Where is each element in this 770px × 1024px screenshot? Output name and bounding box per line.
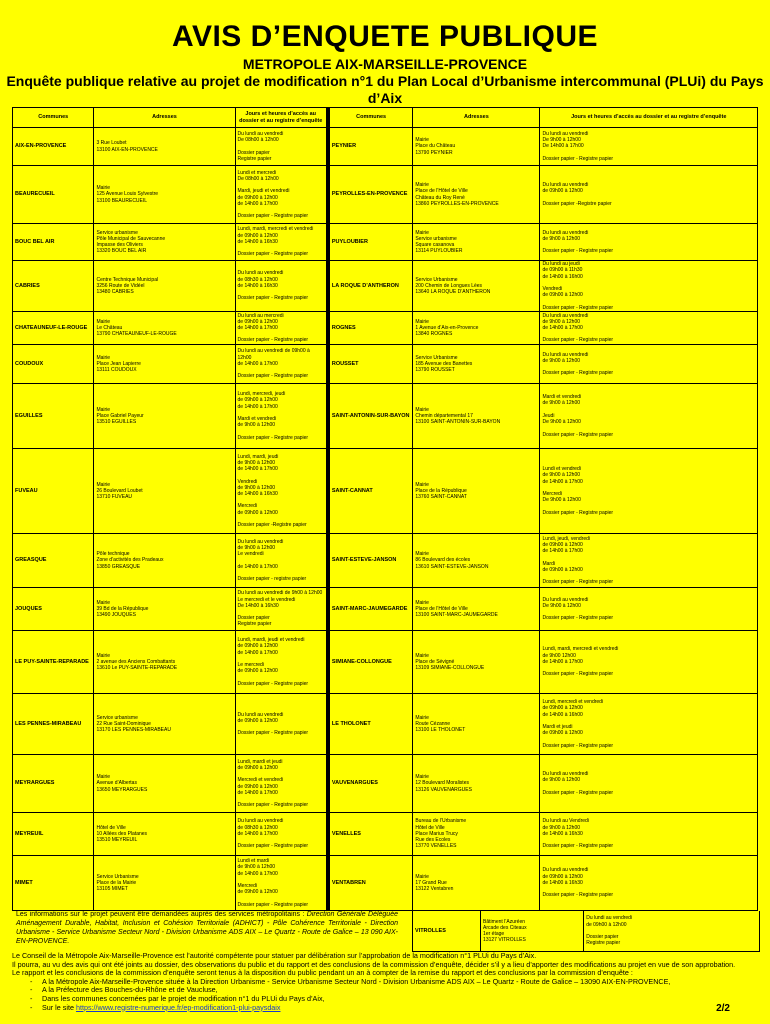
commune-cell	[330, 755, 413, 812]
hours-cell	[236, 128, 327, 165]
address-cell	[94, 755, 235, 812]
page-title: AVIS D’ENQUETE PUBLIQUE	[172, 20, 598, 53]
commune-cell-text: LE THOLONET	[331, 720, 371, 727]
address-cell	[413, 694, 540, 754]
commune-cell-text: ROGNES	[331, 324, 356, 331]
commune-cell-text: LES PENNES-MIRABEAU	[15, 720, 82, 727]
address-cell-text: Mairie 26 Boulevard Loubet 13710 FUVEAU	[96, 481, 143, 501]
commune-cell	[13, 166, 94, 223]
hours-cell-text: Du lundi au vendredi de 09h00 à 12h00 de 14h00 à 16h30 Dossier papier - Registre papier	[542, 867, 614, 899]
hours-cell	[236, 813, 327, 855]
commune-cell	[413, 911, 481, 951]
hours-cell	[236, 631, 327, 693]
address-cell	[94, 128, 235, 165]
hours-cell-text: Lundi, mardi, jeudi et vendredi de 09h00 à 12h00 de 14h00 à 17h00 Le mercredi de 09h00 à 12h00 Dossier papier - Registre papier	[237, 637, 309, 687]
hours-cell	[540, 755, 757, 812]
address-cell-text: Mairie Place Jean Lapierre 13111 COUDOUX	[96, 354, 141, 374]
commune-cell	[13, 128, 94, 165]
conseil-section	[12, 952, 764, 1012]
hours-cell-text: Du lundi au vendredi De 9h00 à 12h00 Dossier papier - Registre papier	[542, 596, 614, 622]
header-communes-left: Communes	[13, 108, 94, 127]
hours-cell-text: Du lundi au mercredi de 09h00 à 12h00 de 14h00 à 17h00 Dossier papier - Registre papier	[237, 312, 309, 344]
commune-cell	[13, 261, 94, 311]
commune-cell-text: VENELLES	[331, 830, 361, 837]
hours-cell-text: Du lundi au vendredi de 9h00 à 12h00 Dossier papier - Registre papier	[542, 351, 614, 377]
hours-cell-text: Lundi, mercredi, jeudi de 09h00 à 12h00 de 14h00 à 17h00 Mardi et vendredi de 9h00 à 12h00 Dossier papier - Registre papier	[237, 391, 309, 441]
header-communes-right: Communes	[330, 108, 413, 127]
hours-cell	[584, 911, 759, 951]
hours-cell	[236, 694, 327, 754]
hours-cell-text: Lundi, mardi, mercredi et vendredi de 9h00 12h00 de 14h00 à 17h00 Dossier papier - Registre papier	[542, 646, 619, 678]
address-cell	[481, 911, 584, 951]
address-cell-text: Service Urbanisme 200 Chemin de Longues Lèes 13640 LA ROQUE D’ANTHERON	[415, 276, 491, 296]
commune-cell	[330, 261, 413, 311]
availability-list	[12, 978, 764, 1012]
commune-cell	[13, 588, 94, 630]
address-cell-text: 3 Rue Loubet 13100 AIX-EN-PROVENCE	[96, 140, 158, 153]
address-cell-text: Mairie 17 Grand Rue 13122 Ventabren	[415, 873, 454, 893]
site-prefix: Sur le site	[42, 1002, 76, 1012]
address-cell	[94, 261, 235, 311]
hours-cell-text: Du lundi au vendredi de 08h30 à 12h00 de 14h00 à 17h00 Dossier papier - Registre papier	[237, 818, 309, 850]
hours-cell-text: Mardi et vendredi de 9h00 à 12h00 Jeudi De 9h00 à 12h00 Dossier papier - Registre papier	[542, 394, 614, 438]
address-cell-text: Mairie Place de l’Hôtel de Ville 13100 SAINT-MARC-JAUMEGARDE	[415, 599, 498, 619]
commune-cell	[13, 384, 94, 448]
address-cell	[413, 631, 540, 693]
address-cell	[413, 856, 540, 910]
hours-cell	[540, 631, 757, 693]
commune-cell-text: SAINT-CANNAT	[331, 487, 373, 494]
commune-cell	[330, 694, 413, 754]
commune-cell	[330, 312, 413, 344]
table-row	[12, 813, 758, 856]
address-cell	[94, 631, 235, 693]
commune-cell-text: VENTABREN	[331, 879, 366, 886]
list-item: - A la Préfecture des Bouches-du-Rhône et de Vaucluse,	[42, 986, 764, 995]
address-cell-text: Mairie Place de la République 13760 SAINT-CANNAT	[415, 481, 467, 501]
commune-cell-text: MIMET	[15, 879, 33, 886]
hours-cell	[236, 449, 327, 533]
hours-cell	[540, 534, 757, 587]
address-cell	[413, 813, 540, 855]
address-cell	[413, 312, 540, 344]
commune-cell-text: JOUQUES	[15, 605, 42, 612]
commune-cell-text: GREASQUE	[15, 557, 47, 564]
address-cell-text: Mairie 39 Bd de la République 13490 JOUQUES	[96, 599, 149, 619]
address-cell-text: Bureau de l’Urbanisme Hôtel de Ville Place Marius Trucy Rue des Ecoles 13770 VENELLES	[415, 818, 467, 850]
table-row	[12, 384, 758, 449]
commune-cell	[13, 312, 94, 344]
hours-cell-text: Du lundi au vendredi de 08h30 à 12h00 de 14h00 à 16h30 Dossier papier - Registre papier	[237, 270, 309, 302]
hours-cell-text: Du lundi au vendredi de 9h00 à 12h00 Dossier papier - Registre papier	[542, 771, 614, 796]
hours-cell	[540, 813, 757, 855]
commune-cell	[330, 384, 413, 448]
hours-cell	[236, 345, 327, 383]
address-cell-text: Bâtiment l’Azuréen Arcade des Citeaux 1er étage 13127 VITROLLES	[483, 918, 527, 944]
hours-cell-text: Lundi, mercredi et vendredi de 09h00 à 12h00 de 14h00 à 16h00 Mardi et jeudi de 09h00 à 12h00 Dossier papier - Registre papier	[542, 699, 614, 749]
commune-cell	[330, 813, 413, 855]
commune-cell-text: AIX-EN-PROVENCE	[15, 143, 67, 150]
address-cell	[94, 813, 235, 855]
commune-cell	[330, 345, 413, 383]
table-row	[12, 694, 758, 755]
commune-cell-text: BEAURECUEIL	[15, 191, 55, 198]
hours-cell	[540, 449, 757, 533]
commune-cell	[13, 224, 94, 260]
hours-cell	[540, 224, 757, 260]
address-cell	[94, 694, 235, 754]
commune-cell	[13, 856, 94, 910]
table-row	[12, 128, 758, 166]
commune-cell-text: SIMIANE-COLLONGUE	[331, 658, 392, 665]
commune-cell	[13, 813, 94, 855]
table-row	[12, 631, 758, 694]
address-cell	[94, 449, 235, 533]
table-row	[12, 312, 758, 345]
commune-cell	[330, 224, 413, 260]
commune-cell-text: VAUVENARGUES	[331, 780, 378, 787]
commune-cell	[13, 755, 94, 812]
address-cell-text: Pôle technique Zone d’activités des Pradeaux 13850 GREASQUE	[96, 551, 164, 570]
page-number: 2/2	[716, 1003, 730, 1014]
list-item: - Dans les communes concernées par le projet de modification n°1 du PLUi du Pays d’Aix,	[42, 995, 764, 1004]
commune-cell-text: SAINT-ESTEVE-JANSON	[331, 557, 397, 564]
address-cell-text: Mairie Place de Sévigné 13109 SIMIANE-COLLONGUE	[415, 652, 485, 672]
hours-cell-text: Du lundi au vendredi de 09h00 à 12h00 Dossier papier - Registre papier	[237, 711, 309, 737]
hours-cell	[236, 534, 327, 587]
hours-cell-text: Du lundi au vendredi De 08h00 à 12h00 Dossier papier Registre papier	[237, 130, 284, 162]
table-row	[12, 261, 758, 312]
hours-cell	[236, 755, 327, 812]
hours-cell-text: Lundi et mardi de 9h00 à 12h00 de 14h00 à 17h00 Mercredi de 09h00 à 12h00 Dossier papier - Registre papier	[237, 858, 309, 908]
table-row	[412, 911, 760, 952]
commune-cell-text: COUDOUX	[15, 360, 44, 367]
address-cell-text: Mairie Service urbanisme Square casanova 13114 PUYLOUBIER	[415, 229, 463, 255]
header-jours-left: Jours et heures d’accès au dossier et au registre d’enquête	[236, 108, 327, 127]
hours-cell-text: Lundi et vendredi de 9h00 à 12h00 de 14h00 à 17h00 Mercredi De 9h00 à 12h00 Dossier papier - Registre papier	[542, 466, 614, 516]
address-cell	[413, 166, 540, 223]
hours-cell-text: Lundi, mardi, jeudi de 9h00 à 12h00 de 14h00 à 17h00 Vendredi de 9h00 à 12h00 de 14h00 à 16h30 Mercredi de 09h00 à 12h00 Dossier papier -Registre papier	[237, 453, 307, 529]
header-adresses-left: Adresses	[94, 108, 235, 127]
table-row	[12, 588, 758, 631]
hours-cell-text: Du lundi au vendredi De 9h00 à 12h00 De 14h00 à 17h00 Dossier papier - Registre papier	[542, 130, 614, 162]
address-cell	[94, 224, 235, 260]
table-row	[12, 345, 758, 384]
commune-cell-text: EGUILLES	[15, 412, 43, 419]
address-cell	[413, 224, 540, 260]
hours-cell	[236, 312, 327, 344]
address-cell-text: Centre Technique Municipal 3256 Route de Vidéel 13480 CABRIES	[96, 276, 159, 296]
hours-cell-text: Du lundi au vendredi de 9h00 à 12h00 Dossier papier - Registre papier	[542, 229, 614, 255]
hours-cell	[236, 856, 327, 910]
address-cell-text: Mairie Avenue d’Albertas 13650 MEYRARGUES	[96, 774, 148, 793]
commune-cell	[13, 631, 94, 693]
hours-cell-text: Du lundi au vendredi de 09h00 à 12h00 Dossier papier -Registre papier	[542, 182, 612, 207]
address-cell-text: Mairie 12 Boulevard Moralistes 13126 VAUVENARGUES	[415, 774, 472, 793]
list-item	[42, 1004, 764, 1013]
commune-cell-text: SAINT-ANTONIN-SUR-BAYON	[331, 412, 410, 419]
commune-cell-text: MEYREUIL	[15, 830, 44, 837]
address-cell	[413, 128, 540, 165]
commune-cell-text: PUYLOUBIER	[331, 238, 368, 245]
commune-cell-text: LA ROQUE D’ANTHERON	[331, 282, 399, 289]
address-cell	[413, 534, 540, 587]
info-prefix: Les informations sur le projet peuvent être demandées auprès des services métropolitains :	[16, 911, 307, 918]
hours-cell	[540, 588, 757, 630]
address-cell-text: Service Urbanisme 185 Avenue des Banettes 13790 ROUSSET	[415, 354, 473, 374]
address-cell-text: Service Urbanisme Place de la Mairie 13105 MIMET	[96, 873, 139, 893]
hours-cell-text: Du lundi au Vendredi de 9h00 à 12h00 de 14h00 à 16h30 Dossier papier - Registre papier	[542, 818, 614, 850]
hours-cell-text: Lundi, mardi, mercredi et vendredi de 09h00 à 12h00 de 14h00 à 16h30 Dossier papier - Registre papier	[237, 226, 314, 258]
address-cell-text: Hôtel de Ville 10 Allées des Platanes 13510 MEYREUIL	[96, 824, 148, 844]
conseil-paragraph-3: Le rapport et les conclusions de la commission d’enquête seront tenus à la disposition du public pendant un an à compter de la remise du rapport et des conclusions par la commission d’enquête :	[12, 968, 633, 978]
hours-cell	[540, 312, 757, 344]
commune-cell	[13, 345, 94, 383]
table-row	[12, 534, 758, 588]
address-cell-text: Mairie Place de l’Hôtel de Ville Château du Roy René 13860 PEYROLLES-EN-PROVENCE	[415, 182, 499, 207]
table-row	[12, 755, 758, 813]
address-cell	[94, 312, 235, 344]
hours-cell	[540, 694, 757, 754]
address-cell-text: Service urbanisme 22 Rue Saint-Dominique 13170 LES PENNES-MIRABEAU	[96, 714, 171, 734]
hours-cell	[236, 261, 327, 311]
table-header	[12, 107, 758, 128]
commune-cell-text: CABRIES	[15, 282, 40, 289]
address-cell	[413, 449, 540, 533]
address-cell-text: Mairie 86 Boulevard des écoles 13610 SAINT-ESTEVE-JANSON	[415, 551, 489, 570]
conseil-paragraph-2: Il pourra, au vu des avis qui ont été joints au dossier, des observations du public et du rapport et des conclusions de la commission d’enquête, décider s’il y a lieu d’apporter des modifications au projet en vue de son approbation.	[12, 959, 736, 969]
hours-cell-text: Lundi, jeudi, vendredi de 09h00 à 12h00 de 14h00 à 17h00 Mardi de 09h00 à 12h00 Dossier papier - Registre papier	[542, 535, 614, 586]
commune-cell	[330, 128, 413, 165]
address-cell-text: Mairie Place Gabriel Payeur 13510 EGUILLES	[96, 406, 144, 426]
commune-cell-text: PEYNIER	[331, 143, 357, 150]
address-cell	[94, 345, 235, 383]
address-cell-text: Mairie 1 Avenue d’Aix-en-Provence 13840 ROGNES	[415, 318, 479, 338]
address-cell-text: Mairie 125 Avenue Louis Sylvestre 13100 BEAURECUEIL	[96, 185, 159, 204]
hours-cell-text: Du lundi au vendredi de 09h00 à 12h00 Dossier papier Registre papier	[586, 915, 633, 947]
hours-cell	[236, 384, 327, 448]
commune-cell-text: LE PUY-SAINTE-REPARADE	[15, 658, 89, 665]
address-cell	[413, 588, 540, 630]
commune-cell	[330, 631, 413, 693]
address-cell	[413, 345, 540, 383]
address-cell	[94, 856, 235, 910]
address-cell	[413, 384, 540, 448]
address-cell	[94, 166, 235, 223]
page-subtitle: METROPOLE AIX-MARSEILLE-PROVENCE	[242, 56, 528, 72]
commune-cell	[330, 166, 413, 223]
address-cell-text: Mairie Route Cézanne 13100 LE THOLONET	[415, 714, 466, 734]
address-cell-text: Mairie Chemin départemental 17 13100 SAINT-ANTONIN-SUR-BAYON	[415, 406, 501, 426]
address-cell-text: Service urbanisme Pôle Municipal de Sauvecanne Impasse des Oliviers 13320 BOUC BEL AIR	[96, 229, 166, 255]
table-row	[12, 166, 758, 224]
hours-cell-text: Du lundi au vendredi de 9h00 à 12h00 Le mercredi et le vendredi De 14h00 à 16h30 Dossier papier Registre papier	[237, 590, 323, 628]
commune-cell	[330, 856, 413, 910]
hours-cell-text: Lundi et mercredi De 08h00 à 12h00 Mardi, jeudi et vendredi de 09h00 à 12h00 de 14h00 à 17h00 Dossier papier - Registre papier	[237, 169, 309, 220]
table-row	[12, 856, 758, 911]
commune-cell	[330, 449, 413, 533]
address-cell	[94, 384, 235, 448]
hours-cell	[540, 856, 757, 910]
registre-link[interactable]: https://www.registre-numerique.fr/ep-modification1-plui-paysdaix	[75, 1002, 281, 1012]
hours-cell-text: Du lundi au jeudi de 09h00 à 11h30 de 14h00 à 16h00 Vendredi de 09h00 à 12h00 Dossier papier - Registre papier	[542, 261, 614, 311]
conseil-paragraph-1: Le Conseil de la Métropole Aix-Marseille-Provence est l’autorité compétente pour statuer par délibération sur l’approbation de la modification n°1 PLUi du Pays d’Aix.	[12, 951, 537, 960]
hours-cell	[540, 345, 757, 383]
commune-cell-text: CHATEAUNEUF-LE-ROUGE	[15, 324, 88, 331]
address-cell	[413, 755, 540, 812]
hours-cell	[540, 128, 757, 165]
commune-cell	[13, 534, 94, 587]
info-services: Direction Générale Déléguée Aménagement Durable, Habitat, Inclusion et Cohésion Territoriale (ADHICT) - Pôle Cohérence Territoriale - Direction Urbanisme - Service Urbanisme Secteur Nord - Division Urbanisme ADS AIX – Le Quartz - Route de Galice – 13 090 AIX-EN-PROVENCE.	[16, 911, 398, 945]
address-cell-text: Mairie 2 avenue des Anciens Combattants 13610 Le PUY-SAINTE-REPARADE	[96, 652, 178, 672]
info-paragraph	[16, 910, 398, 946]
commune-cell-text: PEYROLLES-EN-PROVENCE	[331, 191, 408, 198]
hours-cell	[540, 166, 757, 223]
hours-cell	[236, 166, 327, 223]
commune-cell	[13, 694, 94, 754]
hours-cell-text: Lundi, mardi et jeudi de 09h00 à 12h00 Mercredi et vendredi de 09h00 à 12h00 de 14h00 à 17h00 Dossier papier - Registre papier	[237, 758, 309, 809]
hours-cell	[236, 224, 327, 260]
commune-cell	[13, 449, 94, 533]
hours-cell-text: Du lundi au vendredi de 9h00 à 12h00 de 14h00 à 17h00 Dossier papier - Registre papier	[542, 312, 614, 344]
page-heading: Enquête publique relative au projet de modification n°1 du Plan Local d’Urbanisme intercommunal (PLUi) du Pays d’Aix	[6, 73, 764, 106]
hours-cell	[236, 588, 327, 630]
address-cell-text: Mairie Le Château 13790 CHATEAUNEUF-LE-ROUGE	[96, 318, 177, 338]
commune-cell-text: SAINT-MARC-JAUMEGARDE	[331, 605, 408, 612]
address-cell	[413, 261, 540, 311]
list-item: - A la Métropole Aix-Marseille-Provence située à la Direction Urbanisme - Service Urbanisme Secteur Nord - Division Urbanisme ADS AIX – Le Quartz - Route de Galice – 13090 AIX-EN-PROVENCE,	[42, 978, 764, 987]
table-row	[12, 449, 758, 534]
hours-cell	[540, 261, 757, 311]
hours-cell	[540, 384, 757, 448]
commune-cell-text: ROUSSET	[331, 360, 359, 367]
commune-cell-text: VITROLLES	[415, 927, 446, 934]
commune-cell-text: BOUC BEL AIR	[15, 238, 55, 245]
commune-cell-text: FUVEAU	[15, 487, 38, 494]
commune-cell	[330, 588, 413, 630]
hours-cell-text: Du lundi au vendredi de 09h00 à 12h00 de 14h00 à 17h00 Dossier papier - Registre papier	[237, 348, 310, 380]
address-cell	[94, 588, 235, 630]
address-cell	[94, 534, 235, 587]
hours-cell-text: Du lundi au vendredi de 9h00 à 12h00 Le vendredi de 14h00 à 17h00 Dossier papier - registre papier	[237, 538, 307, 582]
table-row	[12, 224, 758, 261]
header-adresses-right: Adresses	[413, 108, 540, 127]
commune-cell	[330, 534, 413, 587]
header-jours-right: Jours et heures d’accès au dossier et au registre d’enquête	[571, 114, 727, 121]
address-cell-text: Mairie Place du Château 13790 PEYNIER	[415, 137, 456, 156]
commune-cell-text: MEYRARGUES	[15, 780, 55, 787]
